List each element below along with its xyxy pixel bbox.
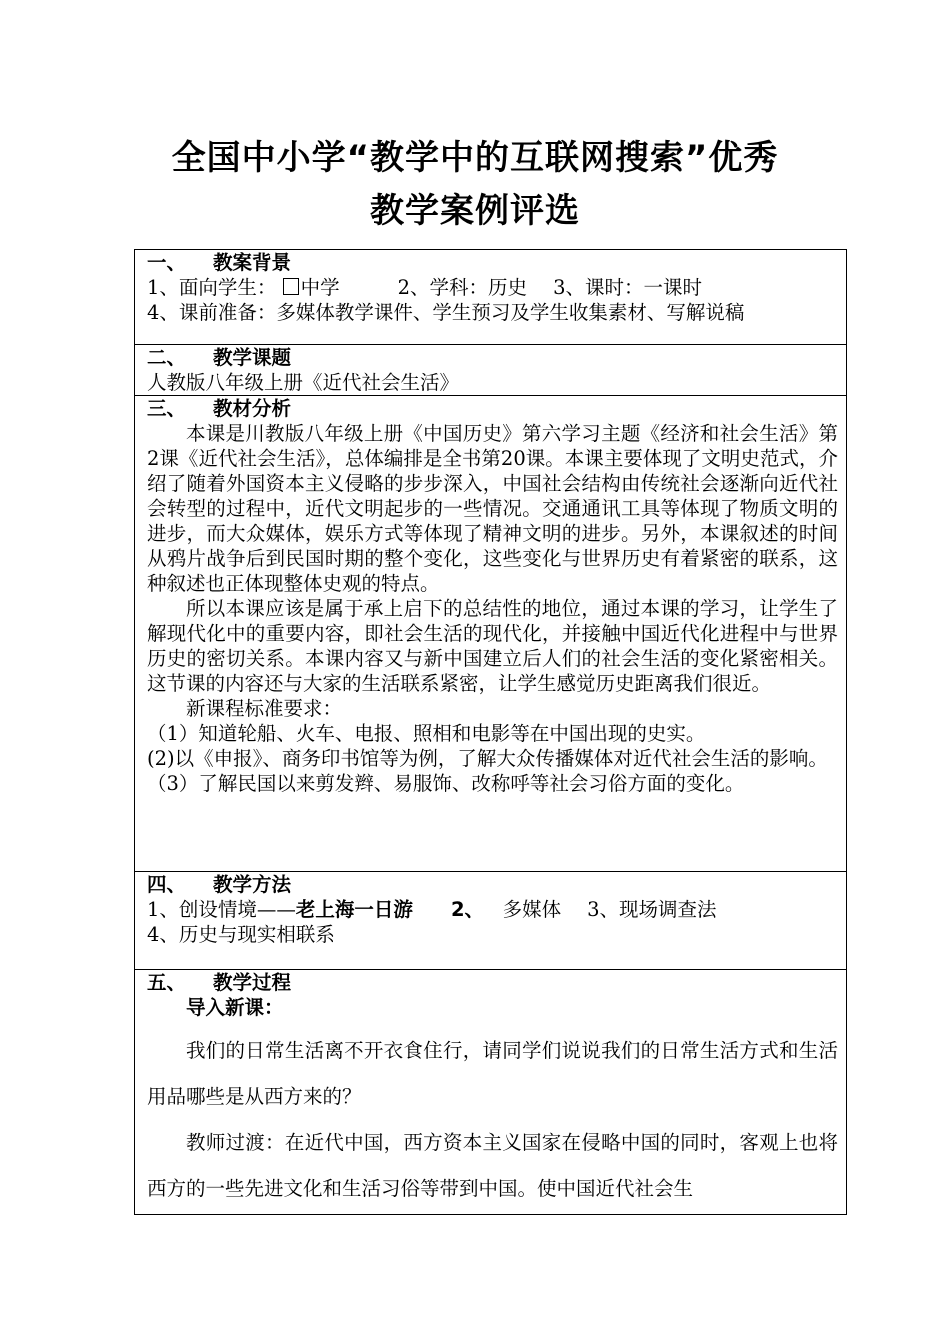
topic-text: 人教版八年级上册《近代社会生活》 [147,371,460,394]
preparation-text: 4、课前准备：多媒体教学课件、学生预习及学生收集素材、写解说稿 [147,301,745,324]
section-number: 一、 [147,251,187,274]
section-number: 二、 [147,346,187,369]
process-paragraph-2: 教师过渡：在近代中国，西方资本主义国家在侵略中国的同时，客观上也将西方的一些先进文化和生活习俗等带到中国。使中国近代社会生 [147,1131,838,1200]
standard-item-1: （1）知道轮船、火车、电报、照相和电影等在中国出现的史实。 [147,722,706,745]
method-1-prefix: 1、创设情境—— [147,898,296,921]
section-number: 五、 [147,971,187,994]
document-title-line2: 教学案例评选 [370,191,580,231]
subject-text: 2、学科：历史 [397,276,528,299]
audience-label: 1、面向学生： [147,276,277,299]
standard-item-2: (2)以《申报》、商务印书馆等为例，了解大众传播媒体对近代社会生活的影响。 [147,747,828,770]
standard-item-3: （3）了解民国以来剪发辫、易服饰、改称呼等社会习俗方面的变化。 [147,772,745,795]
analysis-paragraph-1: 本课是川教版八年级上册《中国历史》第六学习主题《经济和社会生活》第2课《近代社会生活》，总体编排是全书第20课。本课主要体现了文明史范式，介绍了随着外国资本主义侵略的步步深入，中国社会结构由传统社会逐渐向近代社会转型的过程中，近代文明起步的一些情况。交通通讯工具等体现了物质文明的进步，而大众媒体，娱乐方式等体现了精神文明的进步。另外，本课叙述的时间从鸦片战争后到民国时期的整个变化，这些变化与世界历史有着紧密的联系，这种叙述也正体现整体史观的特点。 [147,422,838,595]
audience-value: 中学 [300,276,340,299]
section-title: 教学过程 [213,971,292,994]
section-heading [147,250,838,275]
checkbox-icon [283,278,299,295]
section-title: 教材分析 [213,397,292,420]
method-2-name: 多媒体 [502,898,562,921]
section-heading [147,872,838,897]
method-2-number: 2、 [450,898,485,921]
section-number: 三、 [147,397,187,420]
method-3-name: 3、现场调查法 [587,898,717,921]
section-number: 四、 [147,873,187,896]
section-topic [135,345,847,396]
method-1-name: 老上海一日游 [295,898,413,921]
section-heading [147,396,838,421]
section-title: 教学方法 [213,873,292,896]
process-paragraph-1: 我们的日常生活离不开衣食住行，请同学们说说我们的日常生活方式和生活用品哪些是从西方来的？ [147,1039,838,1108]
analysis-paragraph-2: 所以本课应该是属于承上启下的总结性的地位，通过本课的学习，让学生了解现代化中的重要内容，即社会生活的现代化，并接触中国近代化进程中与世界历史的密切关系。本课内容又与新中国建立后人们的社会生活的变化紧密相关。这节课的内容还与大家的生活联系紧密，让学生感觉历史距离我们很近。 [147,597,838,695]
section-material-analysis [135,396,847,872]
lesson-plan-table [134,249,847,1215]
methods-line-2: 4、历史与现实相联系 [147,923,335,946]
section-heading [147,345,838,370]
hours-text: 3、课时：一课时 [553,276,702,299]
section-teaching-process [135,970,847,1215]
background-line-1 [147,275,838,300]
document-title-line1: 全国中小学“教学中的互联网搜索”优秀 [171,138,779,178]
section-background [135,250,847,345]
section-teaching-methods [135,872,847,970]
standards-heading: 新课程标准要求： [186,697,343,720]
section-heading [147,970,838,995]
section-title: 教学课题 [213,346,292,369]
intro-heading: 导入新课： [186,996,284,1019]
section-title: 教案背景 [213,251,292,274]
methods-line-1 [147,897,838,922]
